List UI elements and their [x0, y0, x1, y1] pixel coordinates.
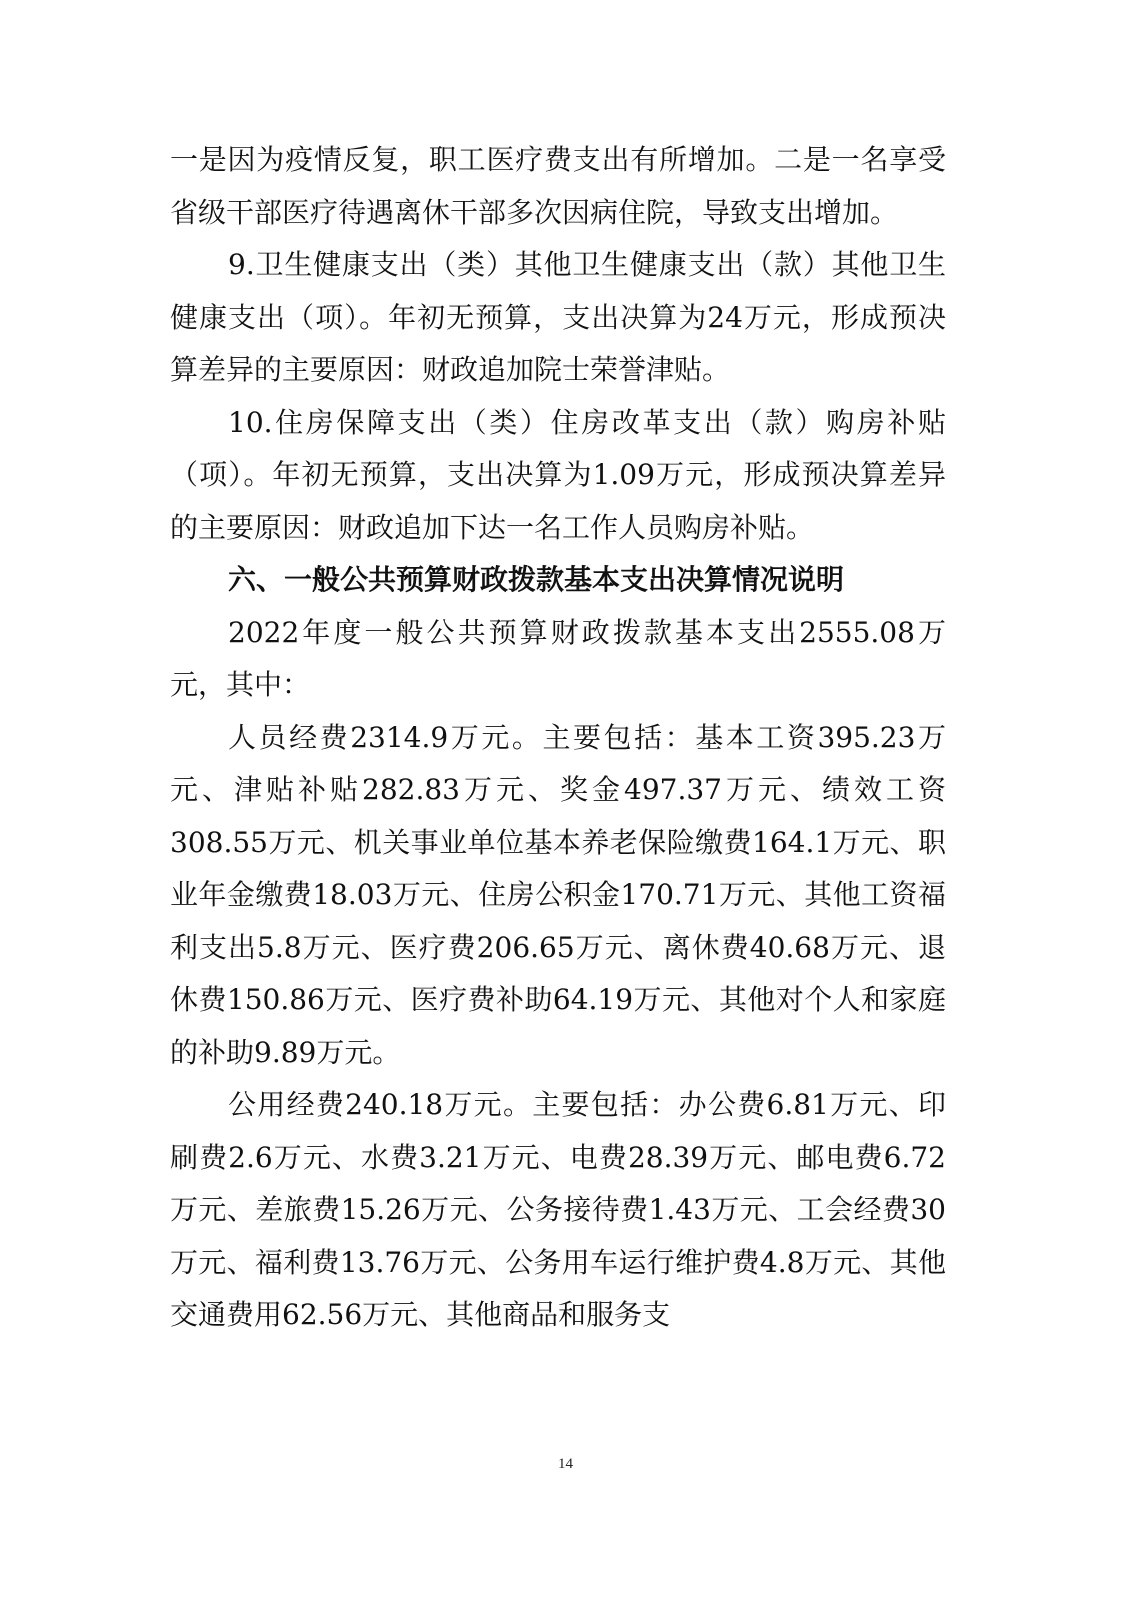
document-body	[170, 134, 946, 1342]
paragraph-personnel-expenses: 人员经费2314.9万元。主要包括：基本工资395.23万元、津贴补贴282.83万元、奖金497.37万元、绩效工资308.55万元、机关事业单位基本养老保险缴费164.1万元、职业年金缴费18.03万元、住房公积金170.71万元、其他工资福利支出5.8万元、医疗费206.65万元、离休费40.68万元、退休费150.86万元、医疗费补助64.19万元、其他对个人和家庭的补助9.89万元。	[170, 720, 946, 1069]
paragraph-item-10: 10.住房保障支出（类）住房改革支出（款）购房补贴（项）。年初无预算，支出决算为1.09万元，形成预决算差异的主要原因：财政追加下达一名工作人员购房补贴。	[170, 405, 946, 544]
page-number: 14	[558, 1456, 573, 1472]
paragraph-public-expenses: 公用经费240.18万元。主要包括：办公费6.81万元、印刷费2.6万元、水费3.21万元、电费28.39万元、邮电费6.72万元、差旅费15.26万元、公务接待费1.43万元、工会经费30万元、福利费13.76万元、公务用车运行维护费4.8万元、其他交通费用62.56万元、其他商品和服务支	[170, 1088, 946, 1331]
section-heading-6: 六、一般公共预算财政拨款基本支出决算情况说明	[228, 563, 845, 596]
paragraph-basic-expenditure-total: 2022年度一般公共预算财政拨款基本支出2555.08万元，其中：	[170, 615, 946, 701]
paragraph-medical-expense-reason: 一是因为疫情反复，职工医疗费支出有所增加。二是一名享受省级干部医疗待遇离休干部多次因病住院，导致支出增加。	[170, 143, 946, 229]
paragraph-item-9: 9.卫生健康支出（类）其他卫生健康支出（款）其他卫生健康支出（项）。年初无预算，支出决算为24万元，形成预决算差异的主要原因：财政追加院士荣誉津贴。	[170, 248, 946, 386]
